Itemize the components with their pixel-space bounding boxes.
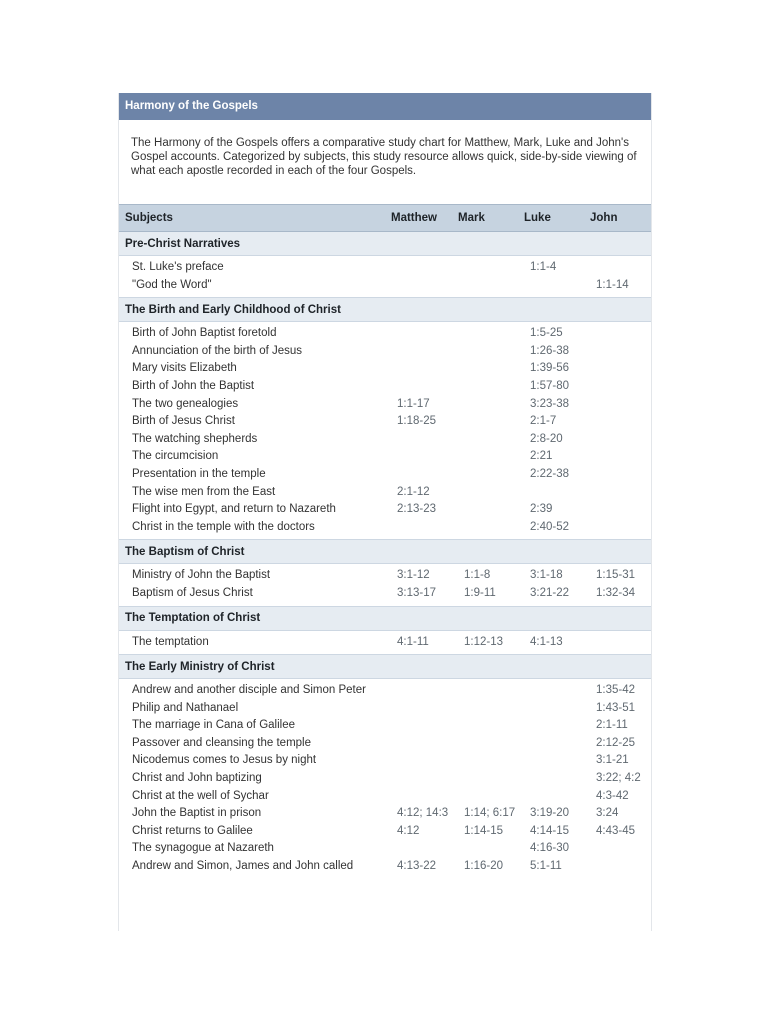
table-body (119, 232, 651, 879)
john-ref-cell: 2:1-11 (596, 719, 628, 732)
john-ref-cell: 3:1-21 (596, 754, 629, 767)
luke-ref-cell: 1:1-4 (530, 261, 557, 273)
table-row (119, 484, 651, 502)
section-header-row (119, 606, 651, 630)
section-title: The Temptation of Christ (119, 606, 651, 630)
john-ref-cell: 1:35-42 (596, 684, 636, 697)
card-title: Harmony of the Gospels (119, 93, 651, 120)
john-ref-cell (584, 256, 651, 277)
luke-ref-cell (518, 700, 584, 718)
john-ref-cell: 2:12-25 (596, 736, 636, 749)
section-header-row (119, 298, 651, 322)
mark-ref-cell: 1:16-20 (464, 860, 504, 873)
luke-ref-cell: 1:5-25 (530, 327, 563, 340)
luke-ref-cell: 2:1-7 (530, 415, 557, 428)
table-row (119, 805, 651, 823)
subject-cell: Annunciation of the birth of Jesus (132, 344, 303, 357)
section-title: Pre-Christ Narratives (119, 232, 651, 256)
luke-ref-cell: 5:1-11 (530, 860, 562, 873)
luke-ref-cell: 3:23-38 (530, 397, 570, 410)
column-header-subjects: Subjects (119, 205, 385, 232)
john-ref-cell (584, 858, 651, 879)
harmony-card (118, 93, 652, 931)
john-ref-cell (584, 378, 651, 396)
section-header-row (119, 655, 651, 679)
table-row (119, 343, 651, 361)
matthew-ref-cell (385, 717, 452, 735)
luke-ref-cell: 3:21-22 (530, 586, 570, 599)
luke-ref-cell: 3:19-20 (530, 807, 570, 820)
mark-ref-cell (452, 360, 518, 378)
luke-ref-cell: 4:1-13 (530, 635, 563, 648)
matthew-ref-cell (385, 322, 452, 343)
mark-ref-cell: 1:1-8 (464, 569, 491, 582)
mark-ref-cell: 1:14; 6:17 (464, 807, 516, 820)
column-header-luke: Luke (518, 205, 584, 232)
matthew-ref-cell (385, 431, 452, 449)
luke-ref-cell: 2:22-38 (530, 467, 570, 480)
luke-ref-cell (518, 752, 584, 770)
table-row (119, 431, 651, 449)
luke-ref-cell (518, 788, 584, 806)
luke-ref-cell: 2:40-52 (530, 520, 570, 533)
john-ref-cell (584, 519, 651, 540)
john-ref-cell (584, 630, 651, 655)
john-ref-cell (584, 343, 651, 361)
table-row (119, 735, 651, 753)
john-ref-cell (584, 466, 651, 484)
john-ref-cell (584, 501, 651, 519)
matthew-ref-cell (385, 679, 452, 700)
mark-ref-cell: 1:14-15 (464, 824, 504, 837)
mark-ref-cell (452, 735, 518, 753)
matthew-ref-cell: 1:18-25 (397, 415, 437, 428)
luke-ref-cell: 1:26-38 (530, 344, 570, 357)
subject-cell: Christ at the well of Sychar (132, 789, 269, 802)
mark-ref-cell (452, 679, 518, 700)
matthew-ref-cell (385, 277, 452, 298)
luke-ref-cell (518, 484, 584, 502)
table-row (119, 585, 651, 606)
table-row (119, 413, 651, 431)
matthew-ref-cell (385, 448, 452, 466)
section-title: The Baptism of Christ (119, 540, 651, 564)
subject-cell: Andrew and Simon, James and John called (132, 860, 354, 873)
subject-cell: The circumcision (132, 450, 219, 463)
subject-cell: Philip and Nathanael (132, 701, 239, 714)
table-row (119, 448, 651, 466)
luke-ref-cell: 4:16-30 (530, 842, 570, 855)
matthew-ref-cell: 2:13-23 (397, 503, 437, 516)
mark-ref-cell (452, 466, 518, 484)
matthew-ref-cell (385, 343, 452, 361)
table-row (119, 788, 651, 806)
table-header-row (119, 205, 651, 232)
john-ref-cell: 1:1-14 (596, 278, 629, 291)
table-row (119, 322, 651, 343)
subject-cell: Nicodemus comes to Jesus by night (132, 754, 317, 767)
table-row (119, 396, 651, 414)
matthew-ref-cell (385, 840, 452, 858)
mark-ref-cell (452, 413, 518, 431)
mark-ref-cell (452, 717, 518, 735)
luke-ref-cell (518, 770, 584, 788)
mark-ref-cell (452, 322, 518, 343)
luke-ref-cell: 1:57-80 (530, 379, 570, 392)
john-ref-cell (584, 360, 651, 378)
subject-cell: Mary visits Elizabeth (132, 362, 237, 375)
luke-ref-cell (518, 277, 584, 298)
mark-ref-cell: 1:9-11 (464, 586, 496, 599)
table-row (119, 360, 651, 378)
mark-ref-cell (452, 770, 518, 788)
subject-cell: "God the Word" (132, 278, 212, 291)
subject-cell: The watching shepherds (132, 432, 258, 445)
john-ref-cell (584, 448, 651, 466)
subject-cell: Passover and cleansing the temple (132, 736, 311, 749)
matthew-ref-cell: 3:1-12 (397, 569, 430, 582)
matthew-ref-cell (385, 700, 452, 718)
mark-ref-cell (452, 840, 518, 858)
mark-ref-cell (452, 752, 518, 770)
table-row (119, 564, 651, 585)
subject-cell: The temptation (132, 635, 209, 648)
matthew-ref-cell (385, 752, 452, 770)
table-row (119, 501, 651, 519)
luke-ref-cell: 2:21 (530, 450, 553, 463)
john-ref-cell: 1:15-31 (596, 569, 636, 582)
john-ref-cell: 1:43-51 (596, 701, 636, 714)
table-row (119, 823, 651, 841)
mark-ref-cell (452, 343, 518, 361)
subject-cell: The two genealogies (132, 397, 239, 410)
matthew-ref-cell (385, 519, 452, 540)
section-title: The Birth and Early Childhood of Christ (119, 298, 651, 322)
table-row (119, 717, 651, 735)
matthew-ref-cell (385, 788, 452, 806)
subject-cell: Andrew and another disciple and Simon Peter (132, 684, 366, 697)
mark-ref-cell (452, 378, 518, 396)
luke-ref-cell (518, 735, 584, 753)
table-row (119, 519, 651, 540)
john-ref-cell: 4:3-42 (596, 789, 629, 802)
mark-ref-cell (452, 484, 518, 502)
subject-cell: John the Baptist in prison (132, 807, 262, 820)
luke-ref-cell: 3:1-18 (530, 569, 563, 582)
subject-cell: Ministry of John the Baptist (132, 569, 271, 582)
harmony-table (119, 204, 651, 879)
table-row (119, 858, 651, 879)
table-row (119, 752, 651, 770)
mark-ref-cell (452, 448, 518, 466)
section-header-row (119, 232, 651, 256)
matthew-ref-cell (385, 735, 452, 753)
matthew-ref-cell: 4:1-11 (397, 635, 429, 648)
column-header-matthew: Matthew (385, 205, 452, 232)
matthew-ref-cell: 3:13-17 (397, 586, 437, 599)
table-row (119, 840, 651, 858)
luke-ref-cell: 2:39 (530, 503, 553, 516)
mark-ref-cell (452, 256, 518, 277)
luke-ref-cell (518, 717, 584, 735)
subject-cell: The marriage in Cana of Galilee (132, 719, 295, 732)
table-row (119, 277, 651, 298)
matthew-ref-cell: 2:1-12 (397, 485, 430, 498)
subject-cell: Birth of John the Baptist (132, 379, 255, 392)
section-header-row (119, 540, 651, 564)
subject-cell: Christ and John baptizing (132, 772, 262, 785)
subject-cell: St. Luke's preface (132, 261, 224, 273)
luke-ref-cell: 1:39-56 (530, 362, 570, 375)
subject-cell: Baptism of Jesus Christ (132, 586, 253, 599)
column-header-mark: Mark (452, 205, 518, 232)
john-ref-cell (584, 484, 651, 502)
john-ref-cell: 3:24 (596, 807, 619, 820)
table-row (119, 256, 651, 277)
matthew-ref-cell: 1:1-17 (397, 397, 430, 410)
mark-ref-cell (452, 431, 518, 449)
subject-cell: Birth of Jesus Christ (132, 415, 235, 428)
luke-ref-cell (518, 679, 584, 700)
table-row (119, 630, 651, 655)
matthew-ref-cell (385, 466, 452, 484)
mark-ref-cell (452, 396, 518, 414)
john-ref-cell (584, 413, 651, 431)
luke-ref-cell: 4:14-15 (530, 824, 570, 837)
mark-ref-cell: 1:12-13 (464, 635, 504, 648)
column-header-john: John (584, 205, 651, 232)
john-ref-cell: 3:22; 4:2 (596, 772, 641, 785)
intro-paragraph: The Harmony of the Gospels offers a comparative study chart for Matthew, Mark, Luke and John's Gospel accounts. Categorized by subjects, this study resource allows quick, side-by-side viewing of what each apostle recorded in each of the four Gospels. (131, 137, 637, 177)
mark-ref-cell (452, 700, 518, 718)
subject-cell: Christ returns to Galilee (132, 824, 253, 837)
john-ref-cell (584, 396, 651, 414)
john-ref-cell (584, 431, 651, 449)
subject-cell: The synagogue at Nazareth (132, 842, 274, 855)
matthew-ref-cell: 4:12; 14:3 (397, 807, 449, 820)
table-row (119, 378, 651, 396)
section-title: The Early Ministry of Christ (119, 655, 651, 679)
john-ref-cell (584, 322, 651, 343)
subject-cell: Flight into Egypt, and return to Nazareth (132, 503, 336, 516)
subject-cell: Birth of John Baptist foretold (132, 327, 277, 340)
matthew-ref-cell (385, 378, 452, 396)
john-ref-cell: 1:32-34 (596, 586, 636, 599)
subject-cell: The wise men from the East (132, 485, 276, 498)
table-row (119, 679, 651, 700)
subject-cell: Christ in the temple with the doctors (132, 520, 315, 533)
table-row (119, 700, 651, 718)
matthew-ref-cell: 4:12 (397, 824, 420, 837)
matthew-ref-cell (385, 256, 452, 277)
matthew-ref-cell (385, 770, 452, 788)
john-ref-cell (584, 840, 651, 858)
subject-cell: Presentation in the temple (132, 467, 266, 480)
john-ref-cell: 4:43-45 (596, 824, 636, 837)
mark-ref-cell (452, 501, 518, 519)
matthew-ref-cell: 4:13-22 (397, 860, 437, 873)
mark-ref-cell (452, 277, 518, 298)
mark-ref-cell (452, 519, 518, 540)
luke-ref-cell: 2:8-20 (530, 432, 563, 445)
mark-ref-cell (452, 788, 518, 806)
matthew-ref-cell (385, 360, 452, 378)
table-row (119, 466, 651, 484)
table-row (119, 770, 651, 788)
